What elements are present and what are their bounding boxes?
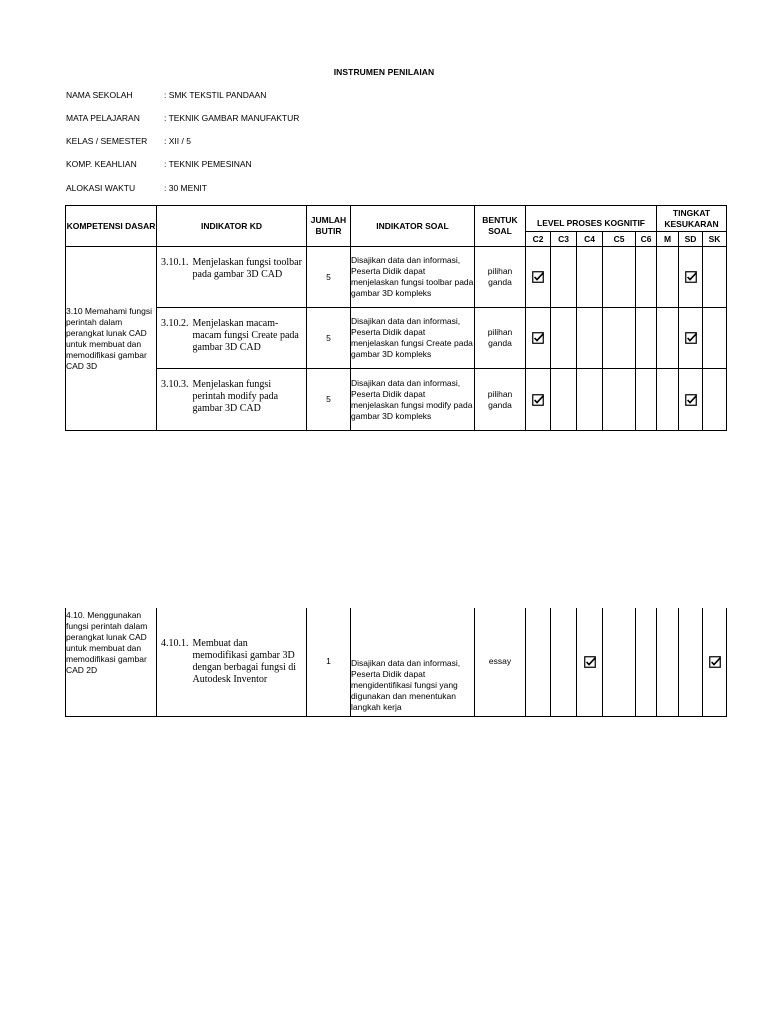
sk-cell — [703, 308, 727, 369]
header-kompetensi: KOMPETENSI DASAR — [66, 206, 157, 247]
jumlah-cell: 5 — [307, 308, 351, 369]
checkbox-checked-icon — [685, 271, 697, 283]
header-indikator-kd: INDIKATOR KD — [157, 206, 307, 247]
info-value: : SMK TEKSTIL PANDAAN — [164, 90, 267, 100]
checkbox-checked-icon — [532, 394, 544, 406]
info-label: NAMA SEKOLAH — [66, 90, 133, 100]
assessment-table — [65, 205, 727, 431]
indikator-kd-cell — [157, 369, 307, 431]
checkbox-checked-icon — [685, 394, 697, 406]
checkbox-checked-icon — [709, 656, 721, 668]
header-m: M — [657, 232, 679, 247]
checkbox-checked-icon — [685, 332, 697, 344]
header-sd: SD — [679, 232, 703, 247]
c6-cell — [636, 308, 657, 369]
jumlah-cell: 5 — [307, 247, 351, 308]
c3-cell — [551, 369, 577, 431]
m-cell — [657, 247, 679, 308]
assessment-table-continued — [65, 608, 727, 717]
c4-cell — [577, 247, 603, 308]
header-sk: SK — [703, 232, 727, 247]
bentuk-cell: pilihan ganda — [475, 308, 526, 369]
m-cell — [657, 369, 679, 431]
c2-cell — [526, 247, 551, 308]
kd-text: Membuat dan memodifikasi gambar 3D dengan berbagai fungsi di Autodesk Inventor — [192, 637, 297, 685]
header-c3: C3 — [551, 232, 577, 247]
kompetensi-dasar-cell: 4.10. Menggunakan fungsi perintah dalam perangkat lunak CAD untuk membuat dan memodifikasi gambar CAD 2D — [66, 608, 157, 716]
c6-cell — [636, 247, 657, 308]
checkbox-checked-icon — [532, 271, 544, 283]
info-label: KOMP. KEAHLIAN — [66, 159, 137, 169]
table-row — [66, 608, 727, 716]
c5-cell — [603, 308, 636, 369]
header-c2: C2 — [526, 232, 551, 247]
jumlah-cell: 1 — [307, 608, 351, 716]
indikator-soal-cell: Disajikan data dan informasi, Peserta Didik dapat menjelaskan fungsi toolbar pada gambar 3D kompleks — [351, 247, 475, 308]
indikator-kd-cell — [157, 308, 307, 369]
checkbox-checked-icon — [532, 332, 544, 344]
sk-cell — [703, 608, 727, 716]
indikator-kd-cell — [157, 247, 307, 308]
kd-number: 3.10.1. — [161, 257, 189, 268]
header-c4: C4 — [577, 232, 603, 247]
bentuk-cell: pilihan ganda — [475, 247, 526, 308]
kompetensi-dasar-cell: 3.10 Memahami fungsi perintah dalam perangkat lunak CAD untuk membuat dan memodifikasi gambar CAD 3D — [66, 247, 157, 431]
c2-cell — [526, 308, 551, 369]
indikator-soal-cell: Disajikan data dan informasi, Peserta Didik dapat mengidentifikasi fungsi yang digunakan dan menentukan langkah kerja — [351, 608, 475, 716]
header-c6: C6 — [636, 232, 657, 247]
c2-cell — [526, 369, 551, 431]
c4-cell — [577, 608, 603, 716]
m-cell — [657, 308, 679, 369]
info-value: : TEKNIK GAMBAR MANUFAKTUR — [164, 113, 300, 123]
indikator-soal-cell: Disajikan data dan informasi, Peserta Didik dapat menjelaskan fungsi Create pada gambar 3D kompleks — [351, 308, 475, 369]
indikator-soal-cell: Disajikan data dan informasi, Peserta Didik dapat menjelaskan fungsi modify pada gambar 3D kompleks — [351, 369, 475, 431]
c5-cell — [603, 608, 636, 716]
header-jumlah-butir: JUMLAH BUTIR — [307, 206, 351, 247]
kd-text: Menjelaskan macam-macam fungsi Create pada gambar 3D CAD — [192, 318, 299, 353]
kd-number: 4.10.1. — [161, 637, 189, 649]
info-label: KELAS / SEMESTER — [66, 136, 148, 146]
info-value: : 30 MENIT — [164, 183, 207, 193]
document-title: INSTRUMEN PENILAIAN — [333, 67, 435, 77]
info-label: ALOKASI WAKTU — [66, 183, 136, 193]
sk-cell — [703, 369, 727, 431]
indikator-kd-cell — [157, 608, 307, 716]
table-row — [66, 247, 727, 308]
c5-cell — [603, 247, 636, 308]
header-indikator-soal: INDIKATOR SOAL — [351, 206, 475, 247]
c3-cell — [551, 608, 577, 716]
sd-cell — [679, 369, 703, 431]
c4-cell — [577, 308, 603, 369]
c3-cell — [551, 308, 577, 369]
c2-cell — [526, 608, 551, 716]
c3-cell — [551, 247, 577, 308]
sd-cell — [679, 308, 703, 369]
c6-cell — [636, 369, 657, 431]
sk-cell — [703, 247, 727, 308]
kd-text: Menjelaskan fungsi perintah modify pada gambar 3D CAD — [192, 379, 279, 414]
info-value: : TEKNIK PEMESINAN — [164, 159, 252, 169]
info-value: : XII / 5 — [164, 136, 191, 146]
header-tingkat: TINGKAT KESUKARAN — [657, 206, 727, 232]
header-c5: C5 — [603, 232, 636, 247]
checkbox-checked-icon — [584, 656, 596, 668]
jumlah-cell: 5 — [307, 369, 351, 431]
kd-text: Menjelaskan fungsi toolbar pada gambar 3D CAD — [192, 257, 302, 280]
m-cell — [657, 608, 679, 716]
c5-cell — [603, 369, 636, 431]
info-label: MATA PELAJARAN — [66, 113, 140, 123]
kd-number: 3.10.2. — [161, 318, 189, 329]
c4-cell — [577, 369, 603, 431]
header-bentuk-soal: BENTUK SOAL — [475, 206, 526, 247]
table-row — [66, 369, 727, 431]
c6-cell — [636, 608, 657, 716]
sd-cell — [679, 247, 703, 308]
sd-cell — [679, 608, 703, 716]
bentuk-cell: pilihan ganda — [475, 369, 526, 431]
table-row — [66, 308, 727, 369]
kd-number: 3.10.3. — [161, 379, 189, 390]
header-level: LEVEL PROSES KOGNITIF — [526, 206, 657, 232]
bentuk-cell: essay — [475, 608, 526, 716]
